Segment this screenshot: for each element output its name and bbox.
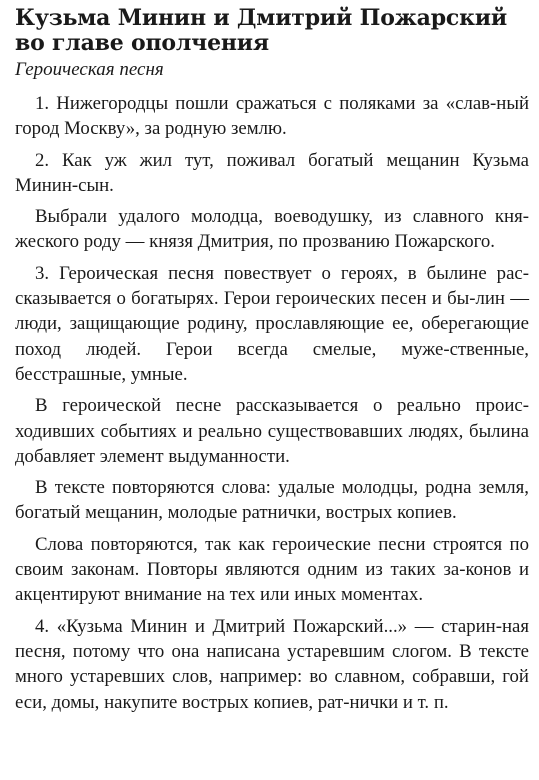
paragraph-1: 1. Нижегородцы пошли сражаться с поляками за «слав-ный город Москву», за родную землю. [15, 93, 529, 140]
subtitle: Героическая песня [15, 59, 164, 80]
paragraph-8: 4. «Кузьма Минин и Дмитрий Пожарский...» — старин-ная песня, потому что она написана устаревшим слогом. В тексте много устаревших слов, например: во славном, собравши, гой еси, домы, накупите вострых копиев, рат-нички и т. п. [15, 615, 529, 713]
paragraph-6: В тексте повторяются слова: удалые молодцы, родна земля, богатый мещанин, молодые ратнички, вострых копиев. [15, 477, 529, 524]
paragraph-7: Слова повторяются, так как героические песни строятся по своим законам. Повторы являются одним из таких за-конов и акцентируют внимание на тех или иных моментах. [15, 533, 529, 606]
body-text [15, 91, 529, 715]
title-line-1: Кузьма Минин и Дмитрий Пожарский [15, 5, 508, 31]
paragraph-2: 2. Как уж жил тут, поживал богатый мещанин Кузьма Минин-сын. [15, 149, 529, 196]
paragraph-5: В героической песне рассказывается о реально проис-ходивших событиях и реально существовавших людях, былина добавляет элемент выдуманности. [15, 395, 529, 467]
paragraph-3: Выбрали удалого молодца, воеводушку, из славного кня-жеского роду — князя Дмитрия, по прозванию Пожарского. [15, 206, 529, 253]
page-title [15, 6, 529, 56]
paragraph-4: 3. Героическая песня повествует о героях, в былине рас-сказывается о богатырях. Герои героических песен и бы-лин — люди, защищающие родину, прославляющие ее, оберегающие поход людей. Герои всегда смелые, муже-ственные, бесстрашные, умные. [15, 262, 529, 385]
title-line-2: во главе ополчения [15, 30, 269, 56]
